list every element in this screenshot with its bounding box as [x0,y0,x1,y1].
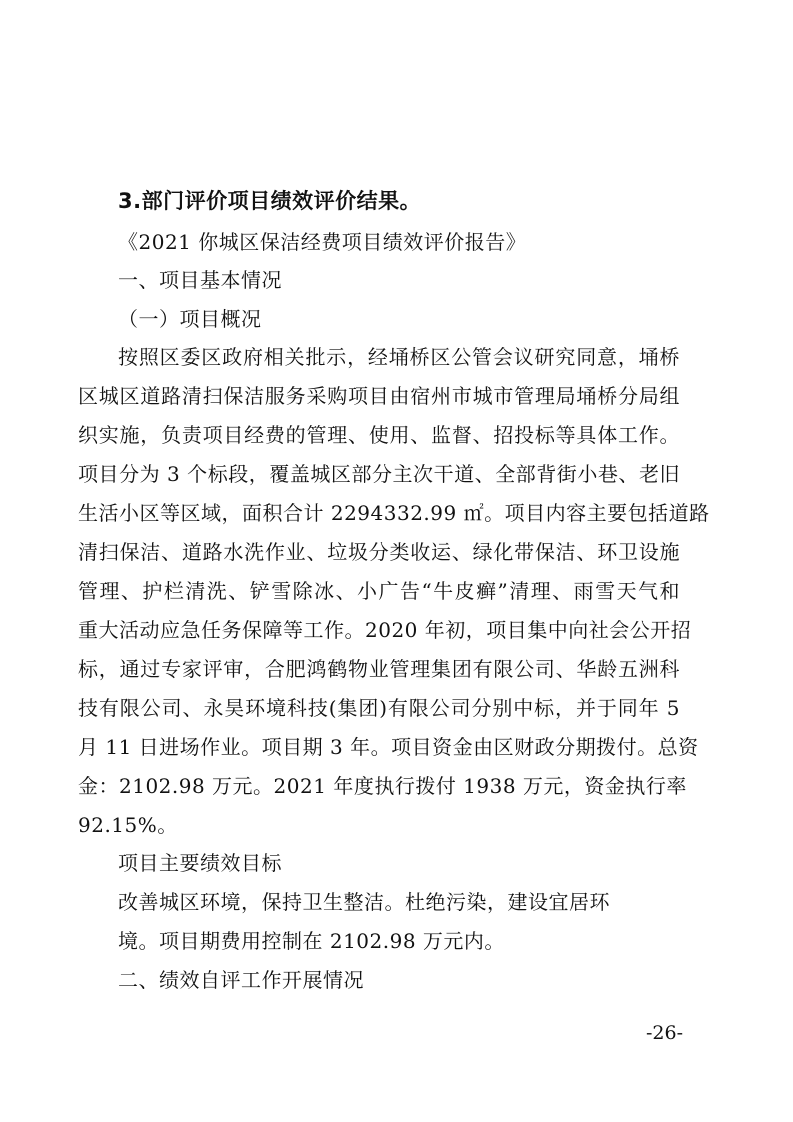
paragraph-line: 重大活动应急任务保障等工作。2020 年初，项目集中向社会公开招 [78,618,692,642]
paragraph-line: 月 11 日进场作业。项目期 3 年。项目资金由区财政分期拨付。总资 [78,735,699,759]
paragraph-line: 技有限公司、永昊环境科技(集团)有限公司分别中标，并于同年 5 [78,696,680,720]
goals-line: 改善城区环境，保持卫生整洁。杜绝污染，建设宜居环 [118,890,610,914]
subsection-1-title: （一）项目概况 [118,307,262,331]
paragraph-line: 项目分为 3 个标段，覆盖城区部分主次干道、全部背街小巷、老旧 [78,462,680,486]
paragraph-line: 92.15%。 [78,813,178,837]
paragraph-line: 生活小区等区域，面积合计 2294332.99 ㎡。项目内容主要包括道路 [78,501,710,525]
paragraph-line: 按照区委区政府相关批示，经埇桥区公管会议研究同意，埇桥 [118,345,680,369]
section-heading: 3.部门评价项目绩效评价结果。 [118,189,422,213]
goals-title: 项目主要绩效目标 [118,851,282,875]
paragraph-line: 织实施，负责项目经费的管理、使用、监督、招投标等具体工作。 [78,423,680,447]
goals-line: 境。项目期费用控制在 2102.98 万元内。 [118,929,505,953]
paragraph-line: 金：2102.98 万元。2021 年度执行拨付 1938 万元，资金执行率 [78,774,687,798]
paragraph-line: 清扫保洁、道路水洗作业、垃圾分类收运、绿化带保洁、环卫设施 [78,540,680,564]
section-1-title: 一、项目基本情况 [118,268,282,292]
paragraph-line: 区城区道路清扫保洁服务采购项目由宿州市城市管理局埇桥分局组 [78,384,680,408]
section-2-title: 二、绩效自评工作开展情况 [118,968,364,992]
paragraph-line: 标，通过专家评审，合肥鸿鹤物业管理集团有限公司、华龄五洲科 [78,657,680,681]
page-number: -26- [646,1022,684,1044]
paragraph-line: 管理、护栏清洗、铲雪除冰、小广告“牛皮癣”清理、雨雪天气和 [78,579,680,603]
report-title: 《2021 你城区保洁经费项目绩效评价报告》 [118,230,527,254]
